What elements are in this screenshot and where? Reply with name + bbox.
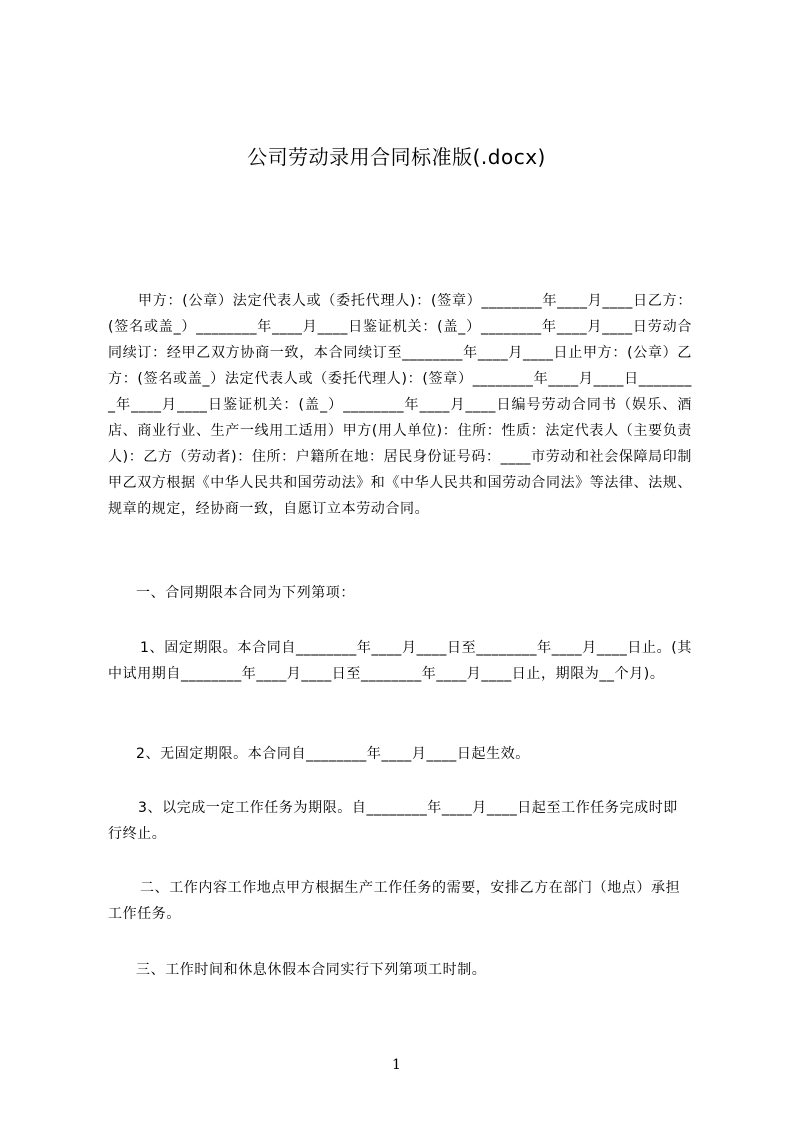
page-number: 1 bbox=[392, 1057, 401, 1073]
document-title: 公司劳动录用合同标准版(.docx) bbox=[247, 145, 546, 169]
intro-paragraph: 甲方：(公章）法定代表人或（委托代理人)：(签章）________年____月____日乙方：(签名或盖_）________年____月____日鉴证机关：(盖_）________年____月____日劳动合同续订：经甲乙双方协商一致，本合同续订至________年____月____日止甲方：(公章）乙方：(签名或盖_）法定代表人或（委托代理人)：(签章）________年____月____日________年____月____日鉴证机关：(盖_）________年____月____日编号劳动合同书（娱乐、酒店、商业行业、生产一线用工适用）甲方(用人单位)：住所：性质：法定代表人（主要负责人)：乙方（劳动者)：住所：户籍所在地：居民身份证号码：____市劳动和社会保障局印制甲乙双方根据《中华人民共和国劳动法》和《中华人民共和国劳动合同法》等法律、法规、规章的规定，经协商一致，自愿订立本劳动合同。 bbox=[108, 293, 692, 517]
section-1-heading: 一、合同期限本合同为下列第项： bbox=[136, 585, 355, 601]
term-item-3: 3、以完成一定工作任务为期限。自________年____月____日起至工作任务完成时即行终止。 bbox=[108, 800, 678, 842]
section-3-paragraph: 三、工作时间和休息休假本合同实行下列第项工时制。 bbox=[136, 962, 487, 978]
term-item-1: 1、固定期限。本合同自________年____月____日至________年____月____日止。(其中试用期自________年____月____日至________年____月____日止，期限为__个月)。 bbox=[108, 640, 692, 682]
term-item-2: 2、无固定期限。本合同自________年____月____日起生效。 bbox=[136, 746, 530, 762]
intro-block bbox=[108, 288, 692, 522]
section-2-paragraph: 二、工作内容工作地点甲方根据生产工作任务的需要，安排乙方在部门（地点）承担工作任务。 bbox=[108, 880, 681, 922]
